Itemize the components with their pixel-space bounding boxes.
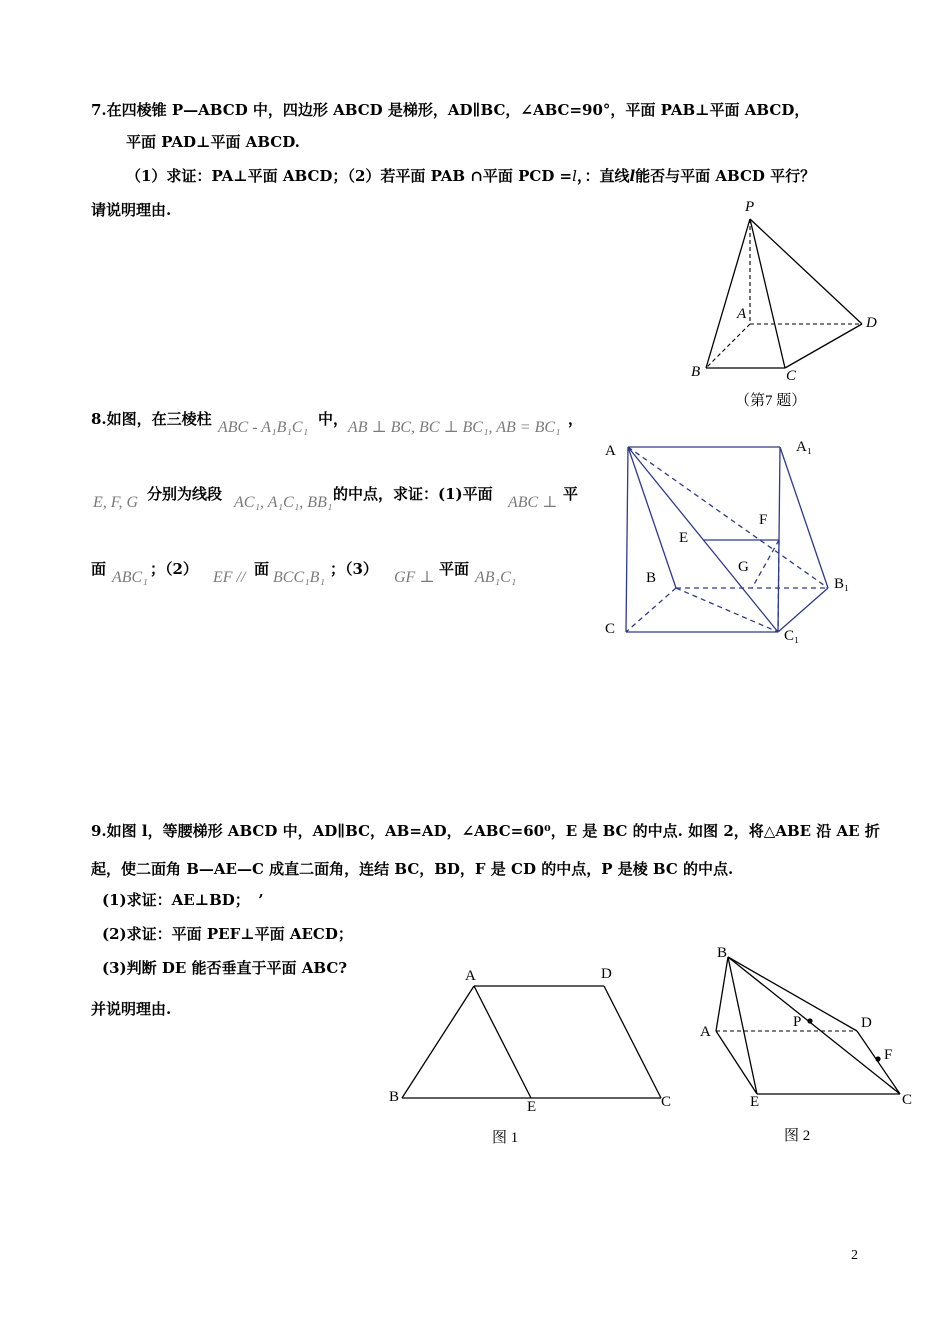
p8-edge-ab1 [628, 447, 828, 588]
p9-line1: 9.如图 l，等腰梯形 ABCD 中，AD∥BC，AB=AD，∠ABC=60⁰，E 是 BC 的中点. 如图 2，将△ABE 沿 AE 折 [91, 822, 880, 840]
p7-line4: 请说明理由. [91, 201, 172, 219]
p8-edge-c1b1 [778, 588, 828, 632]
p8-intro: 8.如图，在三棱柱 [91, 410, 212, 428]
p7-label-d: D [866, 315, 877, 331]
fig1-edge-dc [604, 986, 661, 1098]
p8-seg-text: 分别为线段 [147, 485, 223, 503]
p8-label-c1: C₁ [784, 628, 800, 644]
p8-edge-fg [752, 540, 779, 588]
p8-mid: 中， [318, 410, 349, 428]
fig2-label-b: B [717, 945, 728, 961]
p7-label-p: P [745, 199, 755, 215]
p9-q1-tail: ’ [258, 891, 264, 909]
p8-conds: AB ⊥ BC, BC ⊥ BC₁, AB = BC₁ [348, 419, 561, 436]
p8-edge-bc1 [676, 588, 778, 632]
p7-l-symbol: l [572, 167, 577, 185]
fig1-caption: 图 1 [492, 1130, 519, 1146]
p7-q1: （1）求证：PA⊥平面 ABCD； [126, 167, 348, 185]
p7-label-b: B [691, 364, 701, 380]
p8-label-b1: B₁ [834, 576, 850, 592]
p8-abc1: ABC₁ [112, 569, 148, 586]
p8-ef-par: EF // [213, 569, 246, 586]
p8-sep1: ；（2） [150, 560, 198, 578]
p9-q1-text: (1)求证：AE⊥BD； [102, 891, 243, 909]
fig1-edge-ab [402, 986, 474, 1098]
fig2-label-c: C [902, 1092, 913, 1108]
p8-efg: E, F, G [93, 494, 139, 511]
fig2-edge-be [728, 957, 757, 1094]
p8-label-b: B [646, 570, 657, 586]
p7-label-a: A [737, 306, 747, 322]
p8-mian: 面 [91, 560, 107, 578]
fig1-edge-ae [474, 986, 531, 1098]
p8-gf-perp: GF ⊥ [394, 569, 435, 586]
fig2-edge-bd [728, 957, 857, 1031]
fig2-edge-bc [728, 957, 900, 1094]
p8-prism: ABC - A₁B₁C₁ [218, 419, 309, 436]
p7-edge-pd [750, 219, 862, 324]
p7-caption: （第7 题） [735, 393, 807, 409]
p7-label-c: C [786, 368, 797, 384]
p7-l-symbol-2: l [629, 167, 636, 185]
p8-label-a: A [605, 443, 616, 459]
fig1-label-c: C [661, 1094, 672, 1110]
fig1-label-a: A [465, 968, 476, 984]
p8-edge-fc1 [778, 540, 779, 632]
fig2-point-f [875, 1056, 880, 1061]
p8-prove: 的中点，求证：(1)平面 [333, 485, 493, 503]
p7-edge-cd [785, 324, 862, 368]
p9-q1 [102, 890, 264, 910]
p8-segs: AC₁, A₁C₁, BB₁ [234, 494, 333, 511]
p7-line3 [126, 166, 815, 186]
fig2-label-a: A [700, 1024, 711, 1040]
p8-sep2: ；（3） [330, 560, 378, 578]
p8-edge-a1c1 [778, 447, 780, 632]
fig2-label-e: E [750, 1094, 760, 1110]
p8-label-g: G [738, 559, 749, 575]
p8-bcc1b1: BCC₁B₁ [273, 569, 326, 586]
fig2-label-f: F [884, 1047, 893, 1063]
p8-ping: 平 [563, 485, 579, 503]
p8-ab1c1: AB₁C₁ [475, 569, 517, 586]
fig1-label-b: B [389, 1089, 400, 1105]
fig1-label-e: E [527, 1099, 537, 1115]
p8-label-c: C [605, 621, 616, 637]
p9-q2: (2)求证：平面 PEF⊥平面 AECD； [102, 925, 353, 943]
p9-line2: 起，使二面角 B—AE—C 成直二面角，连结 BC，BD，F 是 CD 的中点，P 是棱 BC 的中点. [91, 860, 734, 878]
p8-mian2: 面 [254, 560, 270, 578]
p7-line2: 平面 PAD⊥平面 ABCD. [126, 133, 300, 151]
fig2-caption: 图 2 [784, 1128, 811, 1144]
fig2-point-p [807, 1018, 812, 1023]
p8-label-f: F [759, 512, 768, 528]
p8-edge-ac [626, 447, 628, 632]
p8-comma: ， [568, 410, 584, 428]
fig2-edge-ae [716, 1031, 757, 1094]
p8-pingmian: 平面 [439, 560, 470, 578]
p8-edge-bc [626, 588, 676, 632]
page-number: 2 [851, 1248, 858, 1263]
p7-edge-ab [706, 324, 750, 368]
p7-q2-mid: ，：直线 [576, 167, 630, 185]
p8-edge-a1b1 [780, 447, 828, 588]
fig1-label-d: D [601, 966, 612, 982]
p8-edge-ac1 [628, 447, 778, 632]
p7-edge-pb [706, 219, 750, 368]
p7-q2: （2）若平面 PAB ∩平面 PCD = [347, 167, 573, 185]
p7-edge-pc [750, 219, 785, 368]
fig2-label-p: P [793, 1014, 802, 1030]
fig2-label-d: D [861, 1015, 872, 1031]
p7-line1: 7.在四棱锥 P—ABCD 中，四边形 ABCD 是梯形，AD∥BC，∠ABC=90°，平面 PAB⊥平面 ABCD， [91, 101, 810, 119]
p8-abc-perp: ABC ⊥ [508, 494, 558, 511]
p8-label-e: E [679, 530, 689, 546]
fig2-edge-ba [716, 957, 728, 1031]
p9-q3: (3)判断 DE 能否垂直于平面 ABC? [102, 959, 348, 977]
p8-label-a1: A₁ [796, 439, 813, 455]
fig2-edge-dc [857, 1031, 900, 1094]
p8-edge-ab [628, 447, 676, 588]
p7-q2-end: 能否与平面 ABCD 平行？ [635, 167, 816, 185]
p9-q4: 并说明理由. [91, 1000, 172, 1018]
